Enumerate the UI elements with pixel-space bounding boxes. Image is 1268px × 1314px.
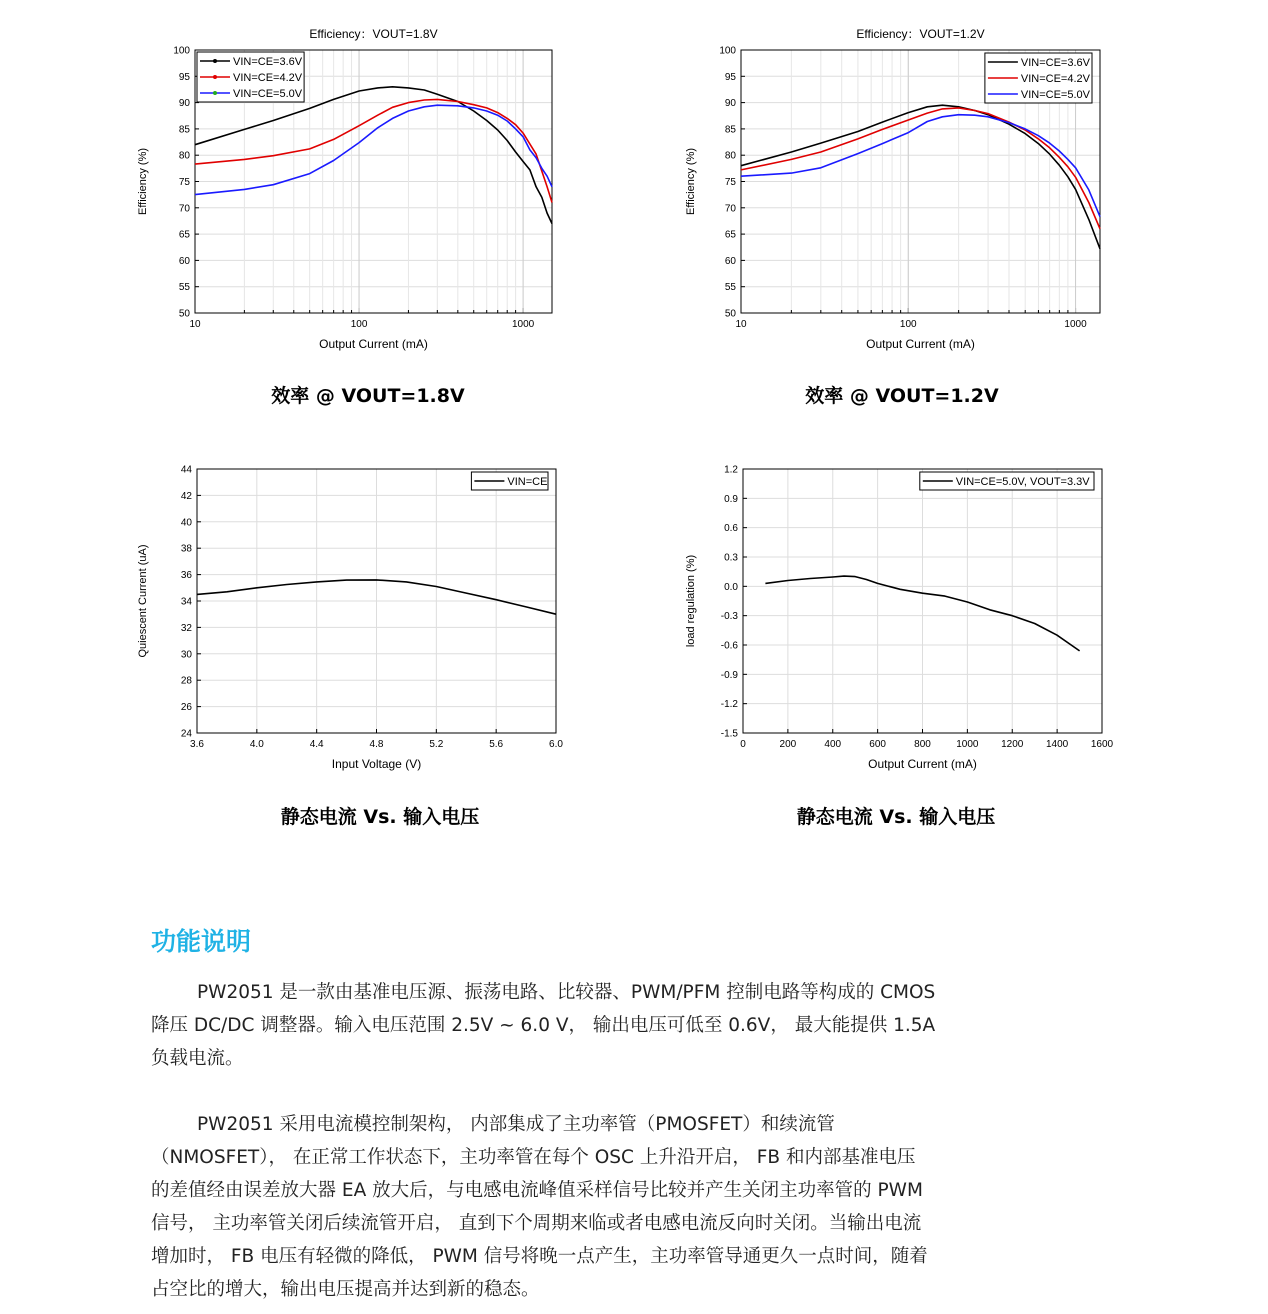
y-tick-label: 85 bbox=[724, 124, 736, 136]
y-axis-label: load regulation (%) bbox=[685, 554, 697, 648]
x-tick-label: 100 bbox=[899, 319, 917, 330]
paragraph-2-line: 增加时， FB 电压有轻微的降低， PWM 信号将晚一点产生，主功率管导通更久一点时间，随着 bbox=[151, 1246, 928, 1267]
x-axis-label: Output Current (mA) bbox=[868, 757, 977, 771]
x-tick-label: 1000 bbox=[1064, 319, 1087, 330]
x-tick-label: 4.4 bbox=[309, 739, 324, 750]
x-tick-label: 400 bbox=[824, 739, 842, 750]
x-tick-label: 200 bbox=[779, 739, 797, 750]
y-tick-label: 80 bbox=[178, 150, 190, 162]
efficiency-chart-vout-1-8v bbox=[120, 18, 580, 363]
caption-quiescent-current: 静态电流 Vs. 输入电压 bbox=[280, 806, 480, 828]
y-tick-label: -1.5 bbox=[720, 728, 738, 740]
caption-load-regulation: 静态电流 Vs. 输入电压 bbox=[796, 806, 996, 828]
x-tick-label: 0 bbox=[740, 739, 746, 750]
y-tick-label: -1.2 bbox=[720, 699, 738, 711]
x-tick-label: 3.6 bbox=[190, 739, 204, 750]
x-tick-label: 1400 bbox=[1046, 739, 1069, 750]
chart-title: Efficiency：VOUT=1.8V bbox=[309, 27, 438, 41]
y-tick-label: 75 bbox=[178, 177, 190, 188]
y-tick-label: 0.6 bbox=[724, 523, 738, 535]
y-tick-label: 0.9 bbox=[724, 493, 738, 505]
series-line bbox=[741, 115, 1100, 217]
series-line bbox=[741, 105, 1100, 249]
legend-label: VIN=CE=4.2V bbox=[1020, 73, 1090, 85]
legend-label: VIN=CE=4.2V bbox=[233, 72, 303, 84]
y-tick-label: 55 bbox=[724, 282, 736, 294]
y-tick-label: 50 bbox=[178, 308, 190, 320]
y-tick-label: 44 bbox=[180, 464, 192, 476]
y-tick-label: 32 bbox=[180, 622, 192, 634]
y-tick-label: 40 bbox=[180, 517, 192, 529]
y-tick-label: 26 bbox=[180, 702, 192, 714]
x-tick-label: 1200 bbox=[1001, 739, 1024, 750]
legend-label: VIN=CE=5.0V bbox=[233, 88, 303, 100]
y-tick-label: 1.2 bbox=[724, 464, 738, 476]
y-tick-label: 36 bbox=[180, 570, 192, 582]
paragraph-2-line: PW2051 采用电流模控制架构， 内部集成了主功率管（PMOSFET）和续流管 bbox=[197, 1114, 835, 1135]
y-tick-label: 70 bbox=[178, 203, 190, 215]
chart-title: Efficiency：VOUT=1.2V bbox=[856, 27, 985, 41]
efficiency-chart-vout-1-2v bbox=[668, 18, 1128, 363]
paragraph-1-line: PW2051 是一款由基准电压源、振荡电路、比较器、PWM/PFM 控制电路等构成的 CMOS bbox=[197, 982, 936, 1003]
legend-label: VIN=CE=3.6V bbox=[1020, 57, 1090, 69]
y-tick-label: 90 bbox=[178, 98, 190, 110]
legend-marker bbox=[213, 75, 217, 79]
x-tick-label: 1000 bbox=[511, 319, 535, 330]
y-tick-label: 100 bbox=[173, 45, 190, 57]
x-axis-label: Input Voltage (V) bbox=[331, 757, 422, 771]
y-tick-label: 28 bbox=[180, 675, 192, 687]
y-tick-label: 65 bbox=[178, 229, 190, 241]
legend-marker bbox=[213, 59, 217, 63]
legend-label: VIN=CE=5.0V bbox=[1020, 89, 1090, 101]
y-axis-label: Quiescent Current (uA) bbox=[137, 544, 149, 658]
paragraph-2 bbox=[151, 1108, 1096, 1306]
y-tick-label: 0.0 bbox=[724, 581, 738, 593]
y-tick-label: 75 bbox=[724, 177, 736, 188]
x-tick-label: 100 bbox=[350, 319, 368, 330]
x-axis-label: Output Current (mA) bbox=[866, 337, 975, 351]
x-tick-label: 5.2 bbox=[429, 739, 444, 750]
x-tick-label: 600 bbox=[869, 739, 886, 750]
quiescent-current-chart bbox=[120, 455, 580, 785]
legend-label: VIN=CE bbox=[507, 476, 548, 488]
y-tick-label: 0.3 bbox=[724, 552, 738, 564]
load-regulation-chart bbox=[668, 455, 1128, 785]
y-tick-label: -0.9 bbox=[720, 669, 738, 681]
y-axis-label: Efficiency (%) bbox=[137, 147, 149, 216]
y-tick-label: 80 bbox=[724, 150, 736, 162]
x-tick-label: 6.0 bbox=[549, 739, 563, 750]
y-tick-label: 30 bbox=[180, 649, 192, 661]
y-tick-label: 95 bbox=[178, 71, 190, 83]
section-title: 功能说明 bbox=[151, 927, 252, 956]
caption-efficiency-1-8v: 效率 @ VOUT=1.8V bbox=[271, 385, 465, 407]
x-tick-label: 4.8 bbox=[369, 739, 384, 750]
legend-label: VIN=CE=5.0V, VOUT=3.3V bbox=[955, 476, 1090, 488]
paragraph-2-line: （NMOSFET）， 在正常工作状态下，主功率管在每个 OSC 上升沿开启， FB 和内部基准电压 bbox=[151, 1147, 916, 1168]
x-tick-label: 10 bbox=[189, 319, 201, 330]
y-tick-label: 65 bbox=[724, 229, 736, 241]
y-tick-label: 34 bbox=[180, 596, 192, 608]
y-tick-label: -0.3 bbox=[720, 611, 738, 623]
y-tick-label: 55 bbox=[178, 282, 190, 294]
paragraph-2-line: 占空比的增大，输出电压提高并达到新的稳态。 bbox=[151, 1279, 540, 1300]
x-tick-label: 5.6 bbox=[489, 739, 504, 750]
y-tick-label: 95 bbox=[724, 71, 736, 83]
y-tick-label: 85 bbox=[178, 124, 190, 136]
x-tick-label: 10 bbox=[735, 319, 747, 330]
y-tick-label: 60 bbox=[724, 255, 736, 267]
paragraph-1-line: 负载电流。 bbox=[151, 1048, 244, 1069]
x-tick-label: 4.0 bbox=[249, 739, 264, 750]
x-tick-label: 1600 bbox=[1090, 739, 1114, 750]
y-tick-label: 90 bbox=[724, 98, 736, 110]
caption-efficiency-1-2v: 效率 @ VOUT=1.2V bbox=[805, 385, 999, 407]
y-axis-label: Efficiency (%) bbox=[685, 147, 697, 216]
x-tick-label: 1000 bbox=[956, 739, 979, 750]
paragraph-2-line: 的差值经由误差放大器 EA 放大后，与电感电流峰值采样信号比较并产生关闭主功率管的 PWM bbox=[151, 1180, 923, 1201]
y-tick-label: 50 bbox=[724, 308, 736, 320]
y-tick-label: 100 bbox=[719, 45, 736, 57]
x-tick-label: 800 bbox=[914, 739, 931, 750]
y-tick-label: 38 bbox=[180, 543, 192, 555]
paragraph-1 bbox=[151, 976, 1096, 1075]
y-tick-label: 70 bbox=[724, 203, 736, 215]
y-tick-label: 24 bbox=[180, 728, 192, 740]
legend-label: VIN=CE=3.6V bbox=[233, 56, 303, 68]
x-axis-label: Output Current (mA) bbox=[319, 337, 428, 351]
paragraph-2-line: 信号， 主功率管关闭后续流管开启， 直到下个周期来临或者电感电流反向时关闭。当输出电流 bbox=[151, 1213, 922, 1234]
legend-marker bbox=[213, 91, 217, 95]
y-tick-label: 60 bbox=[178, 255, 190, 267]
y-tick-label: -0.6 bbox=[720, 640, 738, 652]
y-tick-label: 42 bbox=[180, 490, 192, 502]
paragraph-1-line: 降压 DC/DC 调整器。输入电压范围 2.5V ~ 6.0 V， 输出电压可低至 0.6V， 最大能提供 1.5A bbox=[151, 1015, 936, 1036]
